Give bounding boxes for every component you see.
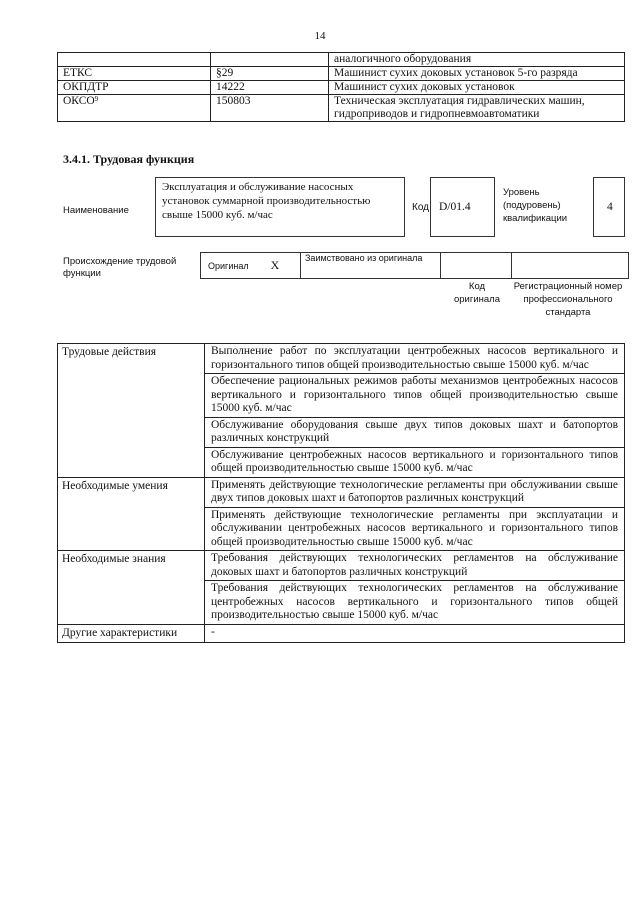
action-item: Обслуживание центробежных насосов вертикального и горизонтального типов общей производительностью свыше 15000 куб. м/час [205,447,625,477]
section-heading: 3.4.1. Трудовая функция [63,152,195,166]
original-cell [201,253,301,279]
level-label [503,186,567,225]
table-row [58,67,625,81]
action-item: Выполнение работ по эксплуатации центробежных насосов вертикального и горизонтального типов общей производительностью свыше 15000 куб. м/час [205,344,625,374]
level-label-line: квалификации [503,213,568,224]
code-cell: §29 [211,67,329,81]
function-code-box: D/01.4 [430,177,495,237]
code-type-cell: ОКПДТР [58,81,211,95]
code-type-cell: ЕТКС [58,67,211,81]
table-row [201,253,629,279]
name-cell: аналогичного оборудования [329,53,625,67]
original-label: Оригинал [208,261,249,271]
code-type-cell [58,95,211,122]
table-row [58,81,625,95]
origin-label: Происхождение трудовой функции [63,256,177,279]
knowledge-label: Необходимые знания [58,551,205,625]
code-cell: 150803 [211,95,329,122]
skill-item: Применять действующие технологические регламенты при эксплуатации и обслуживании центробежных насосов вертикального и горизонтального типов общей производительностью свыше 15000 куб. м/час [205,507,625,551]
page-number: 14 [314,30,326,42]
reg-number-cell [512,253,629,279]
knowledge-item: Требования действующих технологических регламентов на обслуживание центробежных насосов вертикального и горизонтального типов общей производительностью свыше 15000 куб. м/час [205,581,625,625]
level-label-line: (подуровень) [503,200,561,211]
code-label: Код [412,202,430,213]
skill-item: Применять действующие технологические регламенты при обслуживании свыше двух типов доковых шахт и батопортов различных конструкций [205,477,625,507]
table-row [58,477,625,507]
code-cell: 14222 [211,81,329,95]
table-row [58,344,625,374]
table-row [58,53,625,67]
table-row [58,95,625,122]
other-label: Другие характеристики [58,624,205,643]
other-value: - [205,624,625,643]
skills-label: Необходимые умения [58,477,205,551]
name-label: Наименование [63,205,129,216]
function-name-box: Эксплуатация и обслуживание насосных установок суммарной производительностью свыше 15000 куб. м/час [155,177,405,237]
original-mark: X [270,258,280,272]
qualification-level-box: 4 [593,177,625,237]
knowledge-item: Требования действующих технологических регламентов на обслуживание доковых шахт и батопортов различных конструкций [205,551,625,581]
table-row [58,624,625,643]
footnote-mark: 9 [94,95,99,103]
code-cell [211,53,329,67]
code-type-text: ОКСО [63,95,95,107]
action-item: Обслуживание оборудования свыше двух типов доковых шахт и батопортов различных конструкций [205,417,625,447]
original-code-cell [441,253,512,279]
table-row [58,551,625,581]
name-cell: Машинист сухих доковых установок [329,81,625,95]
code-type-cell [58,53,211,67]
original-code-caption: Код оригинала [453,281,500,305]
reg-number-caption: Регистрационный номер профессионального стандарта [513,281,623,318]
origin-table [200,252,629,279]
function-details-table [57,343,625,643]
classification-table [57,52,625,122]
actions-label: Трудовые действия [58,344,205,478]
level-label-line: Уровень [503,187,540,198]
action-item: Обеспечение рациональных режимов работы механизмов центробежных насосов вертикального и горизонтального типов общей производительностью свыше 15000 куб. м/час [205,374,625,418]
name-cell: Техническая эксплуатация гидравлических машин, гидроприводов и гидропневмоавтоматики [329,95,625,122]
borrowed-cell: Заимствовано из оригинала [301,253,441,279]
name-cell: Машинист сухих доковых установок 5-го разряда [329,67,625,81]
